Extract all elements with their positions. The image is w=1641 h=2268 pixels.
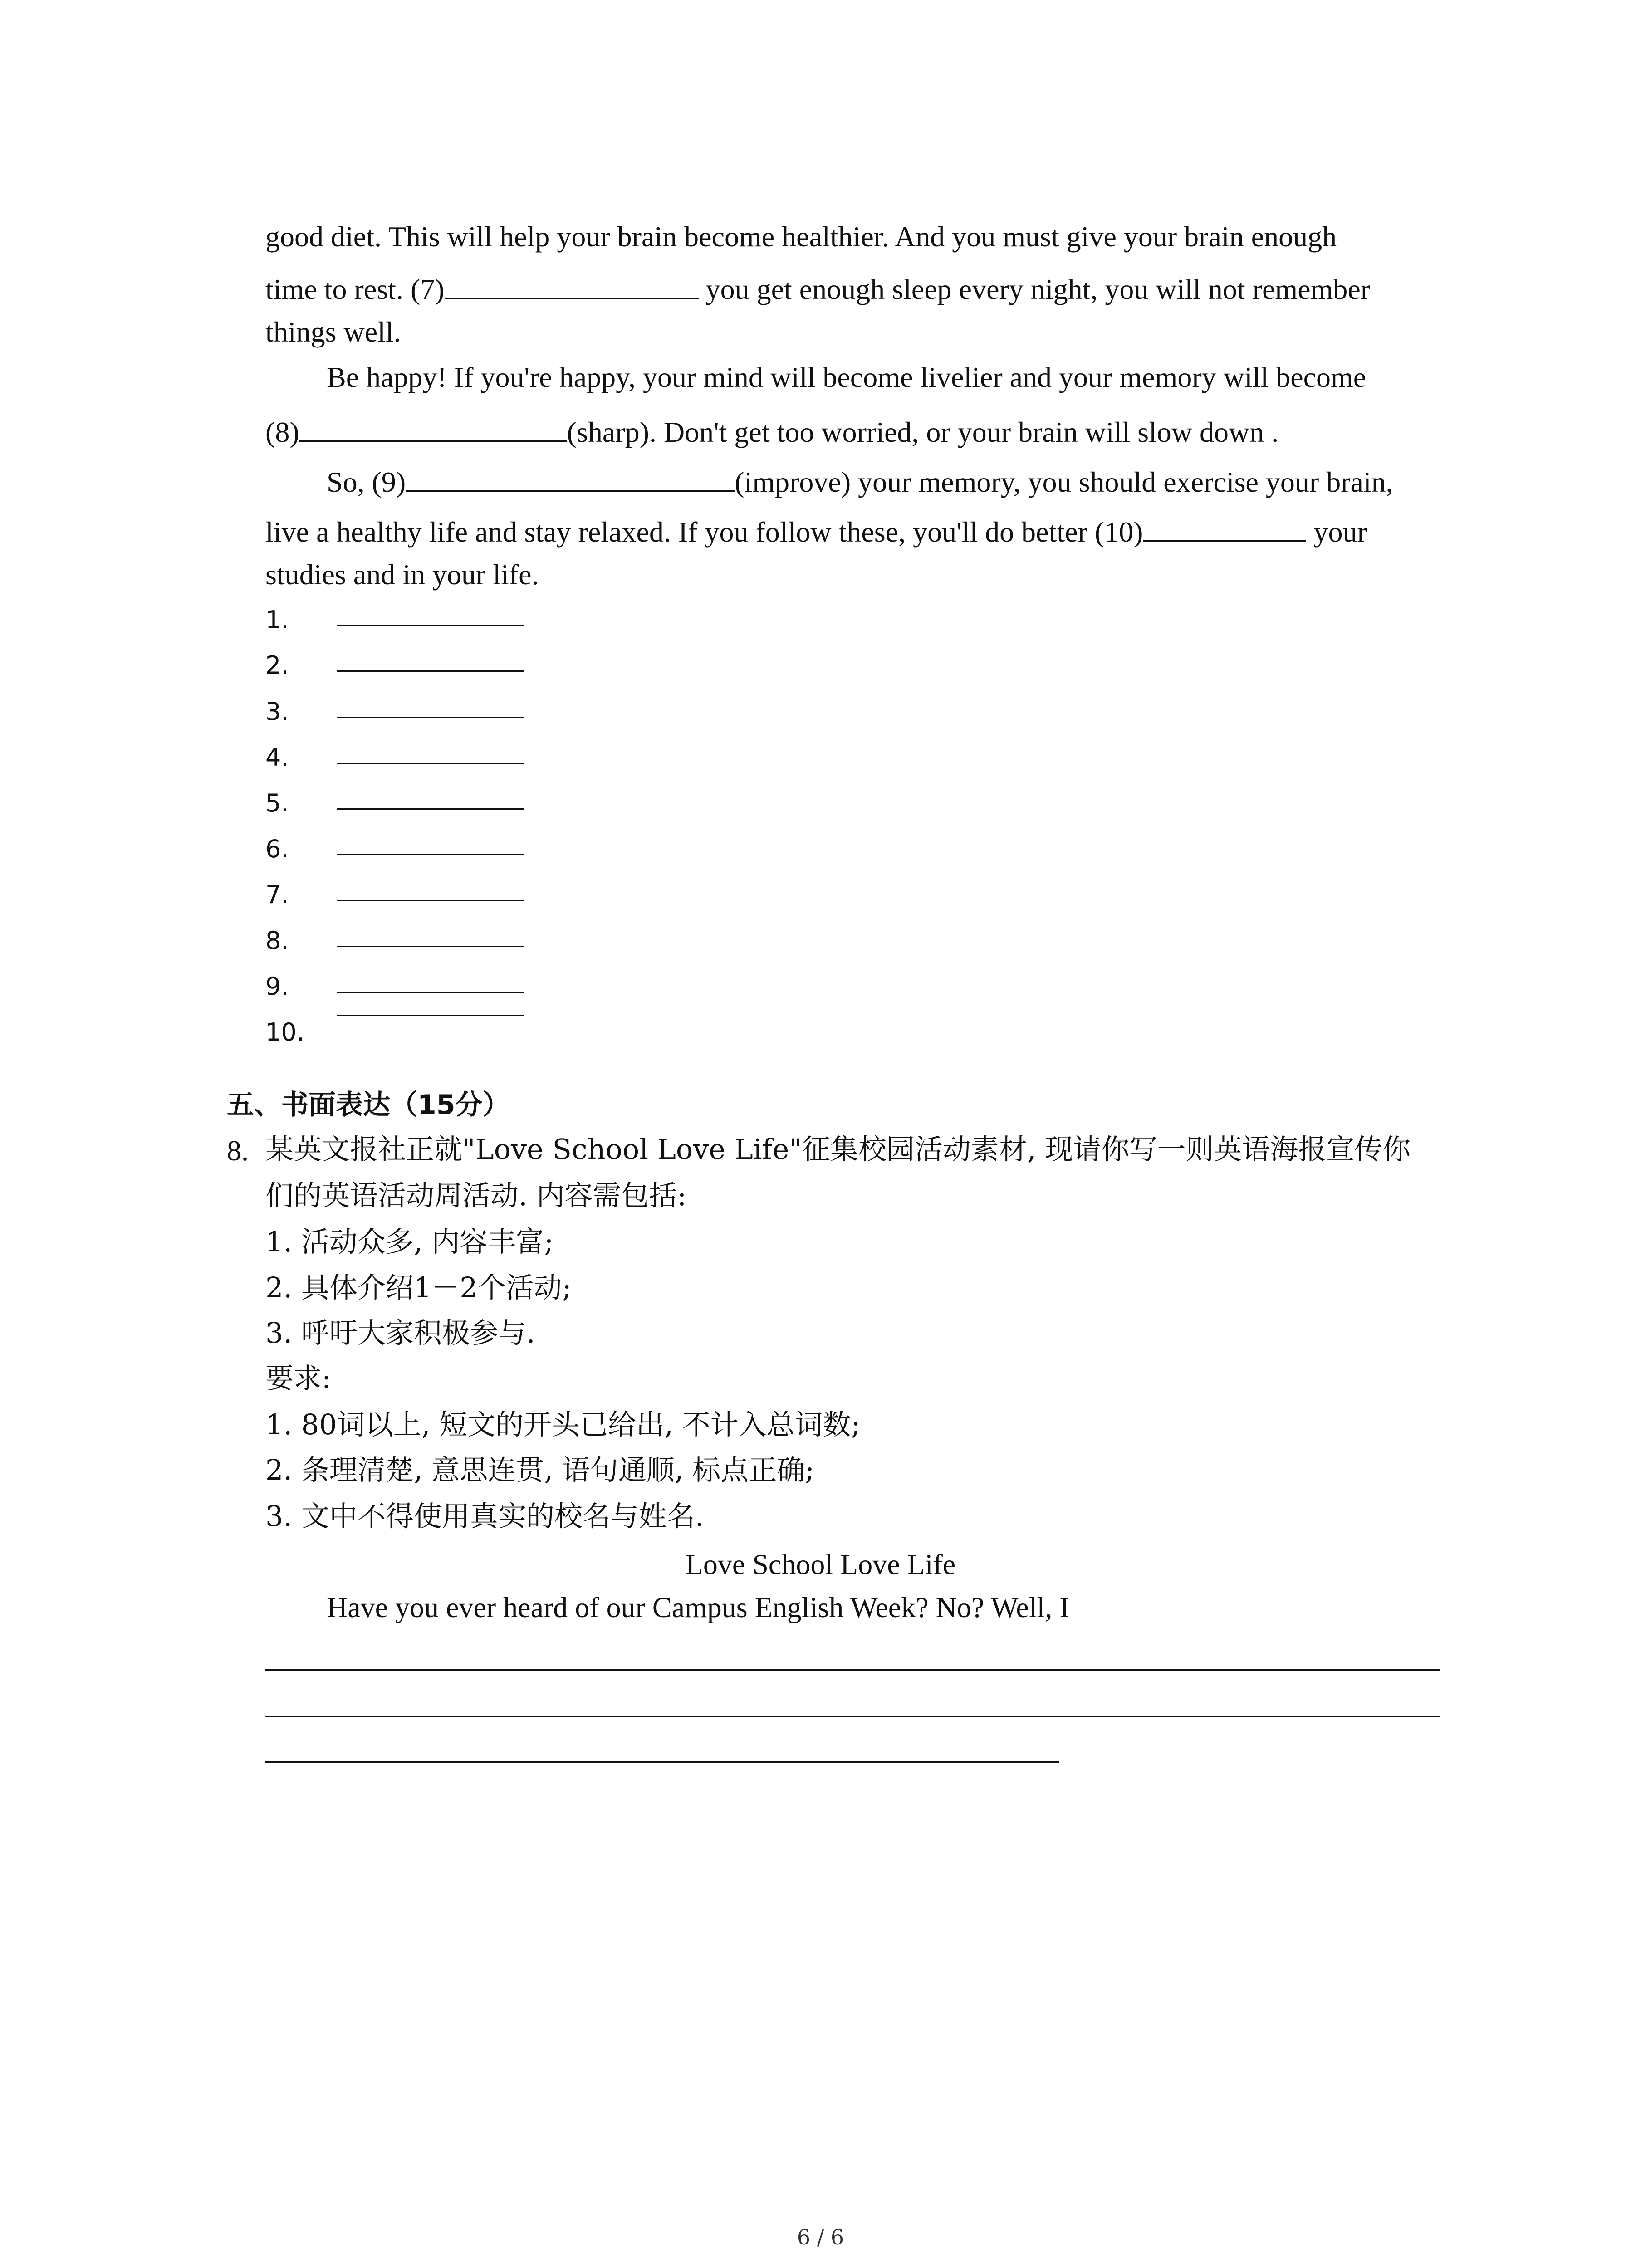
blank-7[interactable] <box>445 272 699 299</box>
requirement-item: 2. 条理清楚, 意思连贯, 语句通顺, 标点正确; <box>265 1453 814 1486</box>
question-number: 8. <box>227 1134 249 1167</box>
passage-line: time to rest. (7) you get enough sleep every night, you will not remember <box>265 273 1371 305</box>
answer-number: 4. <box>265 743 289 772</box>
requirement-item: 1. 80词以上, 短文的开头已给出, 不计入总词数; <box>265 1408 861 1441</box>
blank-8[interactable] <box>299 415 567 442</box>
answer-line[interactable] <box>337 808 524 810</box>
answer-line[interactable] <box>337 854 524 855</box>
blank-9[interactable] <box>406 465 735 492</box>
passage-line: live a healthy life and stay relaxed. If you follow these, you'll do better (10) your <box>265 516 1367 548</box>
answer-number: 5. <box>265 789 289 817</box>
page-number: 6 / 6 <box>797 2225 844 2249</box>
section-title: 五、书面表达（15分） <box>227 1089 510 1121</box>
answer-line[interactable] <box>337 763 524 764</box>
blank-10[interactable] <box>1143 515 1306 542</box>
passage-line: (8) (sharp). Don't get too worried, or your brain will slow down . <box>265 416 1279 448</box>
question-text: 们的英语活动周活动. 内容需包括: <box>265 1179 687 1212</box>
writing-line[interactable] <box>265 1761 1059 1763</box>
answer-line[interactable] <box>337 717 524 718</box>
passage-line: things well. <box>265 316 401 348</box>
answer-number: 9. <box>265 972 289 1001</box>
essay-title: Love School Love Life <box>685 1548 956 1580</box>
answer-number: 1. <box>265 606 289 634</box>
answer-number: 7. <box>265 880 289 909</box>
passage-line: studies and in your life. <box>265 558 539 591</box>
requirements-heading: 要求: <box>265 1362 331 1395</box>
requirement-item: 3. 文中不得使用真实的校名与姓名. <box>265 1500 704 1533</box>
answer-line[interactable] <box>337 992 524 993</box>
essay-opening: Have you ever heard of our Campus English Week? No? Well, I <box>327 1591 1069 1623</box>
writing-line[interactable] <box>265 1669 1440 1671</box>
passage-line: So, (9) (improve) your memory, you should exercise your brain, <box>327 466 1393 498</box>
requirement-item: 1. 活动众多, 内容丰富; <box>265 1225 554 1258</box>
answer-number: 2. <box>265 651 289 679</box>
answer-number: 6. <box>265 835 289 863</box>
answer-line[interactable] <box>337 900 524 901</box>
passage-line: good diet. This will help your brain become healthier. And you must give your brain enough <box>265 220 1337 253</box>
requirement-item: 2. 具体介绍1－2个活动; <box>265 1271 572 1304</box>
answer-line[interactable] <box>337 946 524 947</box>
answer-number: 8. <box>265 926 289 955</box>
answer-line[interactable] <box>337 670 524 672</box>
passage-line: Be happy! If you're happy, your mind will become livelier and your memory will become <box>327 361 1367 393</box>
answer-number: 3. <box>265 697 289 726</box>
question-text: 某英文报社正就"Love School Love Life"征集校园活动素材, 现请你写一则英语海报宣传你 <box>265 1133 1411 1166</box>
writing-line[interactable] <box>265 1716 1440 1717</box>
answer-number: 10. <box>265 1018 304 1046</box>
requirement-item: 3. 呼吁大家积极参与. <box>265 1316 535 1349</box>
answer-line[interactable] <box>337 1015 524 1016</box>
answer-line[interactable] <box>337 625 524 626</box>
